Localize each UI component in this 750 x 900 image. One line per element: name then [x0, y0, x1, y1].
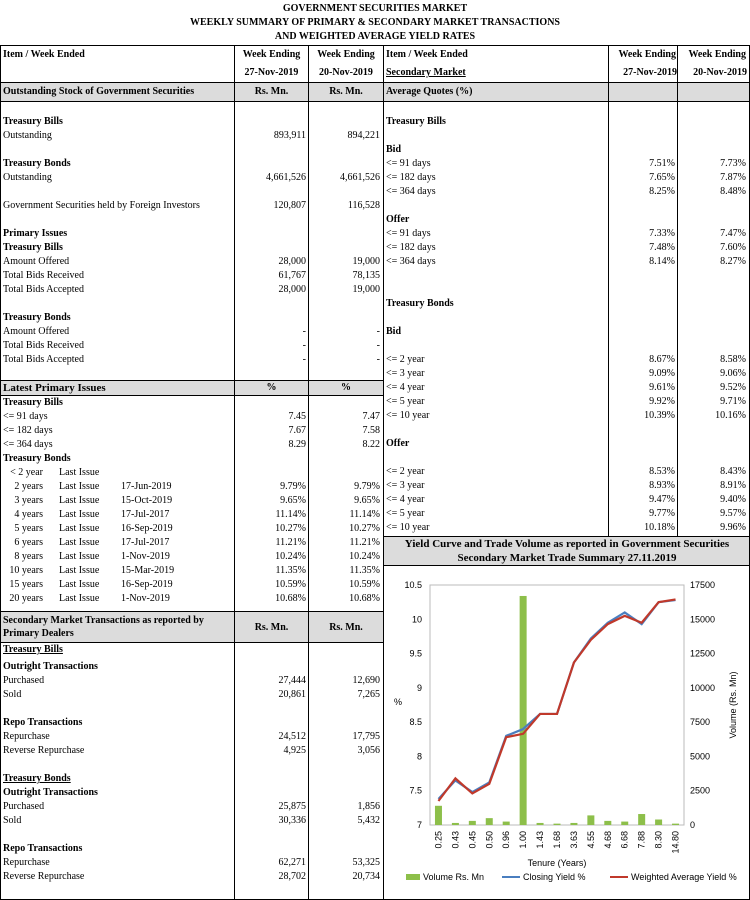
tbond-tenor: 5 years — [14, 523, 43, 534]
sec-row-value-1: 20,861 — [278, 689, 306, 700]
sec-row-label: Repo Transactions — [3, 717, 83, 728]
tbill-rate-1: 7.45 — [288, 411, 306, 422]
tbond-rate-2: 10.27% — [349, 523, 380, 534]
date-1: 27-Nov-2019 — [244, 67, 299, 78]
y2-tick-label: 5000 — [690, 751, 711, 762]
quote-value-2: 9.96% — [720, 522, 746, 533]
left-row-value-1: - — [302, 354, 306, 365]
y-tick-label: 8 — [416, 751, 422, 762]
volume-bar — [452, 823, 459, 825]
tbond-rate-1: 10.59% — [275, 579, 306, 590]
tbond-date: 16-Sep-2019 — [121, 579, 173, 590]
x-tick-label: 14.80 — [670, 831, 681, 854]
legend-label: Volume Rs. Mn — [423, 872, 485, 882]
y2-axis-label: Volume (Rs. Mn) — [728, 671, 738, 739]
left-row-label: Outstanding — [3, 172, 52, 183]
y-tick-label: 9 — [416, 682, 422, 693]
tbond-tenor: 10 years — [9, 565, 43, 576]
report-subtitle: WEEKLY SUMMARY OF PRIMARY & SECONDARY MARKET TRANSACTIONS — [190, 17, 560, 28]
date-2: 20-Nov-2019 — [319, 67, 373, 78]
tbond-tenor: 6 years — [14, 537, 43, 548]
volume-bar — [486, 818, 493, 825]
outstanding-title: Outstanding Stock of Government Securities — [3, 86, 195, 97]
legend-swatch — [406, 874, 420, 880]
y-tick-label: 7 — [416, 820, 422, 830]
tbond-date: 16-Sep-2019 — [121, 523, 173, 534]
report-title: GOVERNMENT SECURITIES MARKET — [282, 3, 468, 14]
left-row-value-2: 4,661,526 — [340, 172, 380, 183]
quote-value-1: 9.09% — [649, 368, 675, 379]
volume-bar — [621, 822, 628, 825]
x-tick-label: 7.88 — [636, 831, 647, 849]
sec-row-value-1: 27,444 — [278, 675, 306, 686]
quote-row-label: Offer — [386, 214, 410, 225]
left-row-label: Total Bids Accepted — [3, 284, 84, 295]
left-row-value-1: 120,807 — [273, 200, 306, 211]
tbond-date: 1-Nov-2019 — [121, 551, 170, 562]
item-header: Item / Week Ended — [3, 49, 85, 60]
tbond-issue: Last Issue — [59, 579, 100, 590]
sec-row-label: Treasury Bonds — [3, 773, 71, 784]
tbond-rate-2: 11.14% — [349, 509, 380, 520]
quote-value-2: 9.52% — [720, 382, 746, 393]
tbill-tenor: <= 364 days — [3, 439, 53, 450]
tbond-rate-1: 9.79% — [280, 481, 306, 492]
week-ending-4: Week Ending — [688, 49, 746, 60]
tbond-issue: Last Issue — [59, 509, 100, 520]
sec-row-label: Reverse Repurchase — [3, 745, 85, 756]
sec-row-value-2: 1,856 — [357, 801, 380, 812]
quote-value-2: 9.57% — [720, 508, 746, 519]
quote-row-label: <= 4 year — [386, 382, 425, 393]
volume-bar — [537, 823, 544, 825]
sec-row-label: Purchased — [3, 675, 45, 686]
tbond-rate-1: 10.27% — [275, 523, 306, 534]
sec-row-value-1: 25,875 — [278, 801, 306, 812]
left-row-value-1: - — [302, 326, 306, 337]
sec-row-label: Repurchase — [3, 731, 50, 742]
volume-bar — [570, 823, 577, 825]
quote-value-2: 7.87% — [720, 172, 746, 183]
left-row-value-2: - — [376, 354, 380, 365]
y-tick-label: 7.5 — [409, 785, 422, 796]
item-header-right: Item / Week Ended — [386, 49, 468, 60]
quote-value-1: 7.51% — [649, 158, 675, 169]
quote-row-label: <= 4 year — [386, 494, 425, 505]
volume-bar — [554, 824, 561, 825]
tbill-rate-2: 7.58 — [362, 425, 380, 436]
volume-bar — [604, 821, 611, 825]
tbill-tenor: <= 182 days — [3, 425, 53, 436]
left-row-label: Total Bids Received — [3, 340, 84, 351]
sec-row-value-2: 20,734 — [352, 871, 380, 882]
sec-row-label: Treasury Bills — [3, 644, 63, 655]
tbond-issue: Last Issue — [59, 593, 100, 604]
sec-row-label: Sold — [3, 689, 22, 700]
volume-bar — [587, 815, 594, 825]
volume-bar — [520, 596, 527, 825]
tbill-tenor: <= 91 days — [3, 411, 48, 422]
left-row-label: Amount Offered — [3, 256, 70, 267]
quote-row-label: <= 2 year — [386, 466, 425, 477]
quote-row-label: <= 3 year — [386, 368, 425, 379]
yield-line — [438, 599, 675, 801]
x-tick-label: 0.43 — [450, 831, 461, 849]
tbond-tenor: 4 years — [14, 509, 43, 520]
left-row-value-2: - — [376, 340, 380, 351]
x-tick-label: 3.63 — [568, 831, 579, 849]
quote-row-label: <= 364 days — [386, 186, 436, 197]
unit-1: Rs. Mn. — [254, 86, 289, 97]
legend-label: Weighted Average Yield % — [631, 872, 737, 882]
quote-value-2: 9.71% — [720, 396, 746, 407]
quote-row-label: <= 364 days — [386, 256, 436, 267]
tbond-issue: Last Issue — [59, 467, 100, 478]
tbond-tenor: 8 years — [14, 551, 43, 562]
tbond-rate-2: 10.68% — [349, 593, 380, 604]
sec-row-value-1: 24,512 — [278, 731, 306, 742]
tbond-rate-1: 9.65% — [280, 495, 306, 506]
secondary-market-label: Secondary Market — [386, 67, 466, 78]
volume-bar — [672, 824, 679, 825]
quote-value-2: 8.27% — [720, 256, 746, 267]
quote-value-1: 9.61% — [649, 382, 675, 393]
tbond-rate-1: 11.14% — [275, 509, 306, 520]
quote-row-label: <= 2 year — [386, 354, 425, 365]
volume-bar — [655, 820, 662, 825]
left-row-label: Amount Offered — [3, 326, 70, 337]
tbond-tenor: 20 years — [9, 593, 43, 604]
quote-value-2: 7.73% — [720, 158, 746, 169]
tbond-issue: Last Issue — [59, 481, 100, 492]
left-row-value-2: 116,528 — [347, 200, 380, 211]
x-tick-label: 1.43 — [535, 831, 546, 849]
sec-row-value-2: 17,795 — [352, 731, 380, 742]
quote-row-label: Bid — [386, 326, 402, 337]
sec-unit-1: Rs. Mn. — [254, 622, 289, 633]
quote-value-2: 7.60% — [720, 242, 746, 253]
quote-value-1: 7.33% — [649, 228, 675, 239]
report-subtitle-2: AND WEIGHTED AVERAGE YIELD RATES — [274, 31, 476, 42]
y-axis-label: % — [393, 697, 403, 707]
quote-value-2: 8.48% — [720, 186, 746, 197]
x-tick-label: 4.68 — [602, 831, 613, 849]
y2-tick-label: 0 — [690, 820, 696, 830]
quote-row-label: <= 10 year — [386, 522, 430, 533]
tbond-rate-2: 11.21% — [349, 537, 380, 548]
sec-row-label: Outright Transactions — [3, 661, 98, 672]
quote-row-label: <= 182 days — [386, 242, 436, 253]
tbond-tenor: 15 years — [9, 579, 43, 590]
quote-row-label: <= 5 year — [386, 396, 425, 407]
x-tick-label: 8.30 — [653, 831, 664, 849]
tbill-rate-2: 7.47 — [362, 411, 380, 422]
x-tick-label: 4.55 — [585, 831, 596, 849]
quote-row-label: <= 5 year — [386, 508, 425, 519]
sec-row-value-2: 53,325 — [352, 857, 380, 868]
yield-volume-chart — [384, 565, 750, 899]
x-tick-label: 1.00 — [518, 831, 529, 849]
left-row-value-1: - — [302, 340, 306, 351]
x-tick-label: 0.50 — [484, 831, 495, 849]
left-row-value-2: 19,000 — [352, 284, 380, 295]
left-row-value-1: 893,911 — [273, 130, 306, 141]
x-tick-label: 0.96 — [501, 831, 512, 849]
sec-row-label: Reverse Repurchase — [3, 871, 85, 882]
quote-row-label: <= 10 year — [386, 410, 430, 421]
quote-value-1: 9.77% — [649, 508, 675, 519]
y2-tick-label: 10000 — [690, 682, 716, 693]
tbond-rate-2: 10.59% — [349, 579, 380, 590]
sec-row-value-2: 12,690 — [352, 675, 380, 686]
volume-bar — [503, 822, 510, 825]
left-row-label: Total Bids Received — [3, 270, 84, 281]
tbond-date: 17-Jul-2017 — [121, 537, 170, 548]
latest-title: Latest Primary Issues — [3, 382, 106, 394]
sec-row-value-1: 62,271 — [278, 857, 306, 868]
quote-value-1: 8.93% — [649, 480, 675, 491]
quote-value-1: 7.65% — [649, 172, 675, 183]
tbond-date: 17-Jun-2019 — [121, 481, 172, 492]
tbond-rate-2: 10.24% — [349, 551, 380, 562]
percent-1: % — [266, 382, 277, 393]
quote-row-label: Bid — [386, 144, 402, 155]
volume-bar — [469, 821, 476, 825]
left-row-label: Government Securities held by Foreign Investors — [3, 200, 200, 211]
chart-title: Yield Curve and Trade Volume as reported in Government Securities — [404, 538, 730, 550]
tbond-rate-1: 10.24% — [275, 551, 306, 562]
chart-subtitle: Secondary Market Trade Summary 27.11.2019 — [457, 552, 677, 564]
left-row-label: Treasury Bonds — [3, 312, 71, 323]
quote-value-1: 8.14% — [649, 256, 675, 267]
tbond-date: 15-Oct-2019 — [121, 495, 173, 506]
x-axis-label: Tenure (Years) — [527, 858, 587, 868]
week-ending-2: Week Ending — [317, 49, 375, 60]
quote-row-label: <= 91 days — [386, 158, 431, 169]
left-row-label: Treasury Bonds — [3, 158, 71, 169]
y-tick-label: 10.5 — [404, 580, 422, 590]
legend-label: Closing Yield % — [523, 872, 586, 882]
x-tick-label: 6.68 — [619, 831, 630, 849]
volume-bar — [435, 806, 442, 825]
tbond-rate-1: 10.68% — [275, 593, 306, 604]
tbond-issue: Last Issue — [59, 537, 100, 548]
avg-quotes-title: Average Quotes (%) — [386, 86, 473, 97]
sec-unit-2: Rs. Mn. — [329, 622, 363, 633]
tbond-date: 17-Jul-2017 — [121, 509, 170, 520]
tbond-issue: Last Issue — [59, 523, 100, 534]
left-row-value-2: - — [376, 326, 380, 337]
sec-row-value-1: 4,925 — [283, 745, 306, 756]
secondary-title-2: Primary Dealers — [3, 628, 74, 639]
quote-value-1: 9.92% — [649, 396, 675, 407]
quote-value-2: 9.06% — [720, 368, 746, 379]
percent-2: % — [341, 382, 351, 393]
x-tick-label: 0.45 — [467, 831, 478, 849]
quote-value-1: 10.18% — [644, 522, 675, 533]
tbill-rate-1: 8.29 — [288, 439, 306, 450]
tbond-tenor: 3 years — [14, 495, 43, 506]
volume-bar — [638, 814, 645, 825]
quote-value-1: 9.47% — [649, 494, 675, 505]
left-row-value-1: 28,000 — [278, 284, 306, 295]
sec-row-value-1: 30,336 — [278, 815, 306, 826]
left-row-label: Total Bids Accepted — [3, 354, 84, 365]
week-ending-1: Week Ending — [242, 49, 301, 60]
y-tick-label: 10 — [411, 614, 422, 625]
quote-row-label: <= 3 year — [386, 480, 425, 491]
y-tick-label: 8.5 — [409, 717, 422, 728]
left-row-value-2: 894,221 — [347, 130, 380, 141]
quote-row-label: Treasury Bonds — [386, 298, 454, 309]
y2-tick-label: 17500 — [690, 580, 716, 590]
x-tick-label: 1.68 — [552, 831, 562, 849]
sec-row-value-2: 5,432 — [357, 815, 380, 826]
tbond-tenor: < 2 year — [10, 467, 43, 478]
quote-row-label: <= 91 days — [386, 228, 431, 239]
week-ending-3: Week Ending — [618, 49, 676, 60]
tbond-rate-1: 11.35% — [275, 565, 306, 576]
sec-row-value-2: 3,056 — [357, 745, 380, 756]
tbill-rate-2: 8.22 — [362, 439, 380, 450]
left-row-label: Treasury Bills — [3, 242, 63, 253]
quote-value-2: 8.58% — [720, 354, 746, 365]
quote-row-label: Offer — [386, 438, 410, 449]
tbond-issue: Last Issue — [59, 551, 100, 562]
sec-row-label: Sold — [3, 815, 22, 826]
quote-value-2: 8.91% — [720, 480, 746, 491]
date-4: 20-Nov-2019 — [693, 67, 747, 78]
sec-row-label: Repurchase — [3, 857, 50, 868]
unit-2: Rs. Mn. — [329, 86, 363, 97]
date-3: 27-Nov-2019 — [623, 67, 677, 78]
left-row-label: Primary Issues — [3, 228, 68, 239]
quote-value-1: 8.67% — [649, 354, 675, 365]
latest-tbonds-label: Treasury Bonds — [3, 453, 71, 464]
tbond-date: 1-Nov-2019 — [121, 593, 170, 604]
sec-row-label: Repo Transactions — [3, 843, 83, 854]
quote-value-1: 10.39% — [644, 410, 675, 421]
tbond-date: 15-Mar-2019 — [121, 565, 175, 576]
tbond-rate-1: 11.21% — [275, 537, 306, 548]
quote-row-label: Treasury Bills — [386, 116, 446, 127]
y2-tick-label: 7500 — [690, 717, 711, 728]
left-row-value-2: 78,135 — [352, 270, 380, 281]
tbond-rate-2: 9.65% — [354, 495, 380, 506]
quote-value-1: 7.48% — [649, 242, 675, 253]
sec-row-label: Purchased — [3, 801, 45, 812]
y2-tick-label: 2500 — [690, 785, 711, 796]
left-row-value-1: 28,000 — [278, 256, 306, 267]
y-tick-label: 9.5 — [409, 648, 422, 659]
quote-value-2: 9.40% — [720, 494, 746, 505]
tbond-rate-2: 11.35% — [349, 565, 380, 576]
tbond-issue: Last Issue — [59, 495, 100, 506]
yield-line — [438, 600, 675, 799]
sec-row-value-1: 28,702 — [278, 871, 306, 882]
x-tick-label: 0.25 — [433, 831, 444, 849]
quote-value-2: 10.16% — [715, 410, 746, 421]
sec-row-label: Outright Transactions — [3, 787, 98, 798]
left-row-value-1: 4,661,526 — [266, 172, 306, 183]
tbond-rate-2: 9.79% — [354, 481, 380, 492]
quote-value-1: 8.25% — [649, 186, 675, 197]
quote-row-label: <= 182 days — [386, 172, 436, 183]
tbill-rate-1: 7.67 — [288, 425, 306, 436]
sec-row-value-2: 7,265 — [357, 689, 380, 700]
quote-value-2: 8.43% — [720, 466, 746, 477]
latest-tbills-label: Treasury Bills — [3, 397, 63, 408]
y2-tick-label: 12500 — [690, 648, 716, 659]
left-row-label: Treasury Bills — [3, 116, 63, 127]
left-row-value-2: 19,000 — [352, 256, 380, 267]
quote-value-2: 7.47% — [720, 228, 746, 239]
secondary-title: Secondary Market Transactions as reported by — [3, 615, 204, 626]
left-row-value-1: 61,767 — [278, 270, 306, 281]
y2-tick-label: 15000 — [690, 614, 716, 625]
left-row-label: Outstanding — [3, 130, 52, 141]
quote-value-1: 8.53% — [649, 466, 675, 477]
tbond-tenor: 2 years — [14, 481, 43, 492]
tbond-issue: Last Issue — [59, 565, 100, 576]
